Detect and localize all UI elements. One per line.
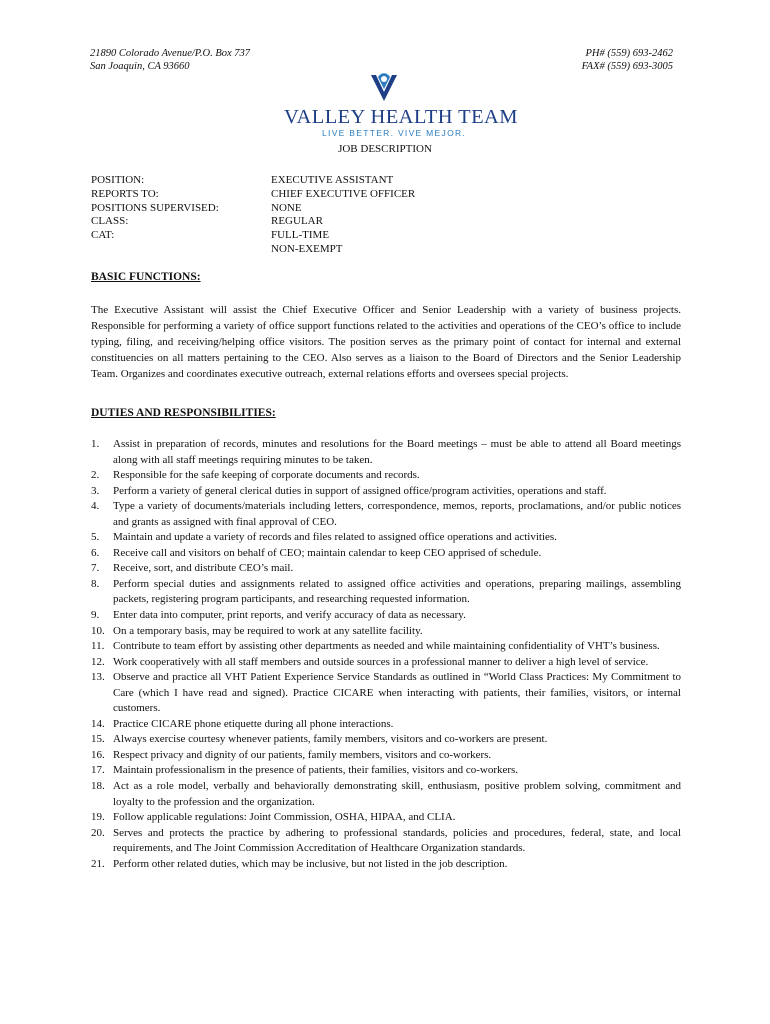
- info-values: [271, 174, 415, 257]
- item-number: 3.: [91, 484, 100, 497]
- item-text: Receive call and visitors on behalf of CEO; maintain calendar to keep CEO apprised of schedule.: [113, 546, 542, 559]
- info-label: CAT:: [91, 229, 115, 242]
- item-text: Assist in preparation of records, minutes and resolutions for the Board meetings – must be able to attend all Board meetings along with all staff meetings requiring minutes to be taken.: [113, 438, 681, 466]
- item-text: Work cooperatively with all staff members and outside sources in a professional manner to deliver a high level of service.: [113, 655, 649, 668]
- info-value: NON-EXEMPT: [271, 242, 343, 255]
- item-number: 13.: [91, 671, 105, 684]
- list-item: [91, 826, 681, 857]
- item-text: Act as a role model, verbally and behaviorally demonstrating skill, enthusiasm, positive problem solving, commitment and loyalty to the profession and the organization.: [113, 780, 681, 808]
- item-number: 10.: [91, 624, 105, 637]
- item-text: Perform a variety of general clerical duties in support of assigned office/program activities, operations and staff.: [113, 484, 607, 497]
- item-number: 21.: [91, 857, 105, 870]
- list-item: [91, 857, 681, 873]
- contact-block: [582, 47, 673, 73]
- list-item: [91, 624, 681, 640]
- list-item: [91, 530, 681, 546]
- list-item: [91, 639, 681, 655]
- item-text: Respect privacy and dignity of our patients, family members, visitors and co-workers.: [113, 748, 492, 761]
- item-text: Follow applicable regulations: Joint Commission, OSHA, HIPAA, and CLIA.: [113, 811, 456, 824]
- item-number: 17.: [91, 764, 105, 777]
- info-value: NONE: [271, 201, 302, 214]
- list-item: [91, 499, 681, 530]
- list-item: [91, 608, 681, 624]
- document-title: JOB DESCRIPTION: [338, 143, 432, 155]
- info-value: EXECUTIVE ASSISTANT: [271, 174, 394, 186]
- item-number: 1.: [91, 438, 100, 450]
- basic-functions-paragraph: The Executive Assistant will assist the Chief Executive Officer and Senior Leadership with a variety of business projects. Responsible for performing a variety of office support functions related to the activities and operations of the CEO’s office to include typing, filing, and receiving/helping office visitors. The position serves as the primary point of contact for internal and external constituencies on all matters pertaining to the CEO. Also serves as a liaison to the Board of Directors and the Senior Leadership Team. Organizes and coordinates executive outreach, external relations efforts and oversees special projects.: [91, 304, 681, 380]
- info-value: REGULAR: [271, 215, 323, 228]
- list-item: [91, 437, 681, 468]
- list-item: [91, 577, 681, 608]
- list-item: [91, 655, 681, 671]
- item-number: 19.: [91, 811, 105, 824]
- info-label: POSITIONS SUPERVISED:: [91, 201, 219, 214]
- duties-list: [91, 437, 681, 872]
- list-item: [91, 484, 681, 500]
- list-item: [91, 468, 681, 484]
- item-number: 5.: [91, 531, 100, 544]
- basic-functions-heading: BASIC FUNCTIONS:: [91, 271, 201, 283]
- list-item: [91, 810, 681, 826]
- info-value: CHIEF EXECUTIVE OFFICER: [271, 187, 416, 200]
- item-number: 2.: [91, 469, 100, 482]
- item-text: Perform special duties and assignments related to assigned office activities and operations, preparing mailings, assembling packets, registering program participants, and researching requested information.: [113, 577, 681, 606]
- list-item: [91, 546, 681, 562]
- item-number: 20.: [91, 826, 105, 839]
- item-number: 18.: [91, 780, 105, 793]
- info-label: CLASS:: [91, 215, 129, 228]
- list-item: [91, 732, 681, 748]
- item-text: Observe and practice all VHT Patient Experience Service Standards as outlined in “World Class Practices: My Commitment to Care (which I have read and signed). Practice CICARE when interacting with patients, their families, visitors, or internal customers.: [113, 671, 681, 715]
- list-item: [91, 763, 681, 779]
- address-line-2: San Joaquin, CA 93660: [90, 61, 190, 72]
- info-label: REPORTS TO:: [91, 187, 159, 200]
- item-text: Enter data into computer, print reports, and verify accuracy of data as necessary.: [113, 609, 466, 622]
- info-value: FULL-TIME: [271, 229, 330, 242]
- item-number: 7.: [91, 562, 100, 575]
- item-text: On a temporary basis, may be required to work at any satellite facility.: [113, 624, 423, 637]
- address-block: [90, 47, 250, 73]
- logo-wordmark: VALLEY HEALTH TEAM: [284, 106, 518, 128]
- fax-number: FAX# (559) 693-3005: [581, 61, 673, 72]
- list-item: [91, 717, 681, 733]
- item-number: 12.: [91, 655, 105, 668]
- item-number: 8.: [91, 577, 100, 590]
- item-text: Receive, sort, and distribute CEO’s mail.: [113, 562, 294, 575]
- item-number: 11.: [91, 640, 105, 653]
- item-text: Maintain professionalism in the presence of patients, their families, visitors and co-workers.: [113, 764, 519, 777]
- item-number: 9.: [91, 609, 100, 622]
- info-label: POSITION:: [91, 174, 145, 186]
- item-text: Serves and protects the practice by adhering to professional standards, policies and procedures, federal, state, and local requirements, and The Joint Commission Accreditation of Healthcare Organization standards.: [113, 826, 681, 855]
- info-labels: [91, 174, 219, 243]
- item-text: Type a variety of documents/materials including letters, correspondence, memos, reports, proclamations, and/or public notices and grants as assigned with final approval of CEO.: [113, 500, 681, 528]
- list-item: [91, 779, 681, 810]
- item-text: Responsible for the safe keeping of corporate documents and records.: [113, 469, 420, 482]
- item-number: 6.: [91, 546, 100, 559]
- list-item: [91, 748, 681, 764]
- item-number: 4.: [91, 500, 100, 513]
- phone-number: PH# (559) 693-2462: [585, 48, 673, 59]
- item-text: Contribute to team effort by assisting other departments as needed and while maintaining confidentiality of VHT’s business.: [113, 640, 660, 653]
- item-text: Always exercise courtesy whenever patients, family members, visitors and co-workers are present.: [113, 733, 548, 746]
- list-item: [91, 561, 681, 577]
- item-text: Perform other related duties, which may be inclusive, but not listed in the job description.: [113, 857, 508, 870]
- valley-health-logo-icon: [369, 71, 399, 111]
- duties-heading: DUTIES AND RESPONSIBILITIES:: [91, 407, 276, 419]
- item-number: 15.: [91, 733, 105, 746]
- item-number: 14.: [91, 717, 105, 730]
- item-number: 16.: [91, 748, 105, 761]
- logo-tagline: LIVE BETTER. VIVE MEJOR.: [322, 128, 467, 138]
- item-text: Practice CICARE phone etiquette during all phone interactions.: [113, 717, 394, 730]
- address-line-1: 21890 Colorado Avenue/P.O. Box 737: [90, 48, 251, 59]
- list-item: [91, 670, 681, 717]
- item-text: Maintain and update a variety of records and files related to assigned office operations and activities.: [113, 531, 557, 544]
